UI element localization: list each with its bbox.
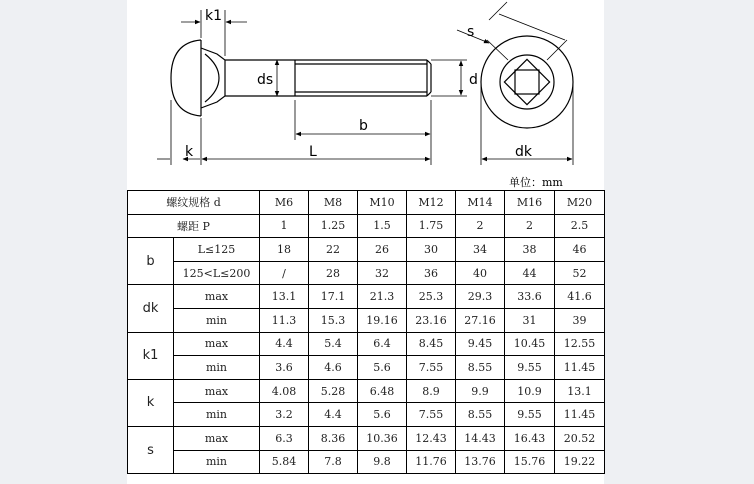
label-dk: dk [515, 144, 532, 160]
sub-label: min [174, 308, 260, 332]
value-cell: 4.4 [309, 403, 358, 427]
value-cell: 29.3 [456, 285, 505, 309]
value-cell: 4.6 [309, 356, 358, 380]
value-cell: 27.16 [456, 308, 505, 332]
table-row [128, 332, 605, 356]
value-cell: 30 [407, 238, 456, 262]
unit-label: 单位：mm [509, 176, 563, 189]
value-cell: 32 [358, 261, 407, 285]
param-dk: dk [128, 285, 174, 332]
bolt-drawing [127, 0, 604, 175]
value-cell: 15.3 [309, 308, 358, 332]
label-b: b [359, 118, 368, 134]
value-cell: 28 [309, 261, 358, 285]
value-cell: / [260, 261, 309, 285]
bolt-side-view [171, 40, 431, 116]
table-row [128, 426, 605, 450]
sub-label: min [174, 403, 260, 427]
value-cell: 5.84 [260, 450, 309, 474]
value-cell: 9.55 [505, 403, 555, 427]
value-cell: 10.9 [505, 379, 555, 403]
size-header: M10 [358, 191, 407, 215]
value-cell: 6.48 [358, 379, 407, 403]
value-cell: 25.3 [407, 285, 456, 309]
param-k1: k1 [128, 332, 174, 379]
value-cell: 26 [358, 238, 407, 262]
value-cell: 21.3 [358, 285, 407, 309]
value-cell: 8.55 [456, 356, 505, 380]
value-cell: 7.8 [309, 450, 358, 474]
value-cell: 31 [505, 308, 555, 332]
value-cell: 9.9 [456, 379, 505, 403]
size-header: M12 [407, 191, 456, 215]
value-cell: 19.22 [555, 450, 605, 474]
value-cell: 10.45 [505, 332, 555, 356]
value-cell: 6.3 [260, 426, 309, 450]
pitch-cell: 1 [260, 214, 309, 238]
value-cell: 9.8 [358, 450, 407, 474]
param-b: b [128, 238, 174, 285]
table-row [128, 450, 605, 474]
pitch-cell: 1.5 [358, 214, 407, 238]
value-cell: 52 [555, 261, 605, 285]
value-cell: 23.16 [407, 308, 456, 332]
value-cell: 40 [456, 261, 505, 285]
value-cell: 3.2 [260, 403, 309, 427]
value-cell: 8.55 [456, 403, 505, 427]
value-cell: 14.43 [456, 426, 505, 450]
value-cell: 5.4 [309, 332, 358, 356]
value-cell: 12.43 [407, 426, 456, 450]
value-cell: 4.4 [260, 332, 309, 356]
value-cell: 5.6 [358, 356, 407, 380]
value-cell: 3.6 [260, 356, 309, 380]
table-row [128, 379, 605, 403]
pitch-cell: 2 [505, 214, 555, 238]
pitch-cell: 1.25 [309, 214, 358, 238]
value-cell: 34 [456, 238, 505, 262]
value-cell: 36 [407, 261, 456, 285]
table-row [128, 238, 605, 262]
spec-table [127, 190, 605, 474]
value-cell: 9.55 [505, 356, 555, 380]
value-cell: 12.55 [555, 332, 605, 356]
pitch-cell: 2 [456, 214, 505, 238]
value-cell: 5.28 [309, 379, 358, 403]
value-cell: 11.76 [407, 450, 456, 474]
value-cell: 38 [505, 238, 555, 262]
value-cell: 39 [555, 308, 605, 332]
value-cell: 11.45 [555, 403, 605, 427]
param-k: k [128, 379, 174, 426]
value-cell: 11.45 [555, 356, 605, 380]
bolt-end-view [481, 36, 573, 128]
value-cell: 41.6 [555, 285, 605, 309]
label-d: d [469, 72, 478, 88]
size-header: M16 [505, 191, 555, 215]
value-cell: 7.55 [407, 403, 456, 427]
sub-label: 125<L≤200 [174, 261, 260, 285]
value-cell: 6.4 [358, 332, 407, 356]
param-s: s [128, 426, 174, 473]
sub-label: max [174, 332, 260, 356]
value-cell: 22 [309, 238, 358, 262]
table-row [128, 403, 605, 427]
sub-label: max [174, 426, 260, 450]
header-label: 螺纹规格 d [128, 191, 260, 215]
value-cell: 17.1 [309, 285, 358, 309]
size-header: M6 [260, 191, 309, 215]
table-row [128, 356, 605, 380]
dimension-lines [157, 10, 467, 165]
value-cell: 13.1 [260, 285, 309, 309]
value-cell: 9.45 [456, 332, 505, 356]
sub-label: min [174, 450, 260, 474]
table-row [128, 308, 605, 332]
sub-label: min [174, 356, 260, 380]
spec-sheet [127, 0, 604, 484]
value-cell: 5.6 [358, 403, 407, 427]
value-cell: 4.08 [260, 379, 309, 403]
value-cell: 8.9 [407, 379, 456, 403]
value-cell: 8.36 [309, 426, 358, 450]
value-cell: 11.3 [260, 308, 309, 332]
pitch-cell: 1.75 [407, 214, 456, 238]
label-s: s [467, 24, 475, 40]
header-row [128, 191, 605, 215]
value-cell: 8.45 [407, 332, 456, 356]
table-row [128, 285, 605, 309]
value-cell: 7.55 [407, 356, 456, 380]
value-cell: 16.43 [505, 426, 555, 450]
size-header: M20 [555, 191, 605, 215]
value-cell: 18 [260, 238, 309, 262]
value-cell: 33.6 [505, 285, 555, 309]
value-cell: 13.1 [555, 379, 605, 403]
sub-label: max [174, 379, 260, 403]
sub-label: max [174, 285, 260, 309]
label-L: L [309, 144, 317, 160]
value-cell: 10.36 [358, 426, 407, 450]
value-cell: 46 [555, 238, 605, 262]
pitch-row [128, 214, 605, 238]
table-row [128, 261, 605, 285]
value-cell: 20.52 [555, 426, 605, 450]
pitch-label: 螺距 P [128, 214, 260, 238]
pitch-cell: 2.5 [555, 214, 605, 238]
value-cell: 44 [505, 261, 555, 285]
sub-label: L≤125 [174, 238, 260, 262]
value-cell: 19.16 [358, 308, 407, 332]
label-k1: k1 [205, 8, 223, 24]
label-ds: ds [257, 72, 274, 88]
label-k: k [185, 144, 194, 160]
size-header: M8 [309, 191, 358, 215]
size-header: M14 [456, 191, 505, 215]
value-cell: 15.76 [505, 450, 555, 474]
value-cell: 13.76 [456, 450, 505, 474]
